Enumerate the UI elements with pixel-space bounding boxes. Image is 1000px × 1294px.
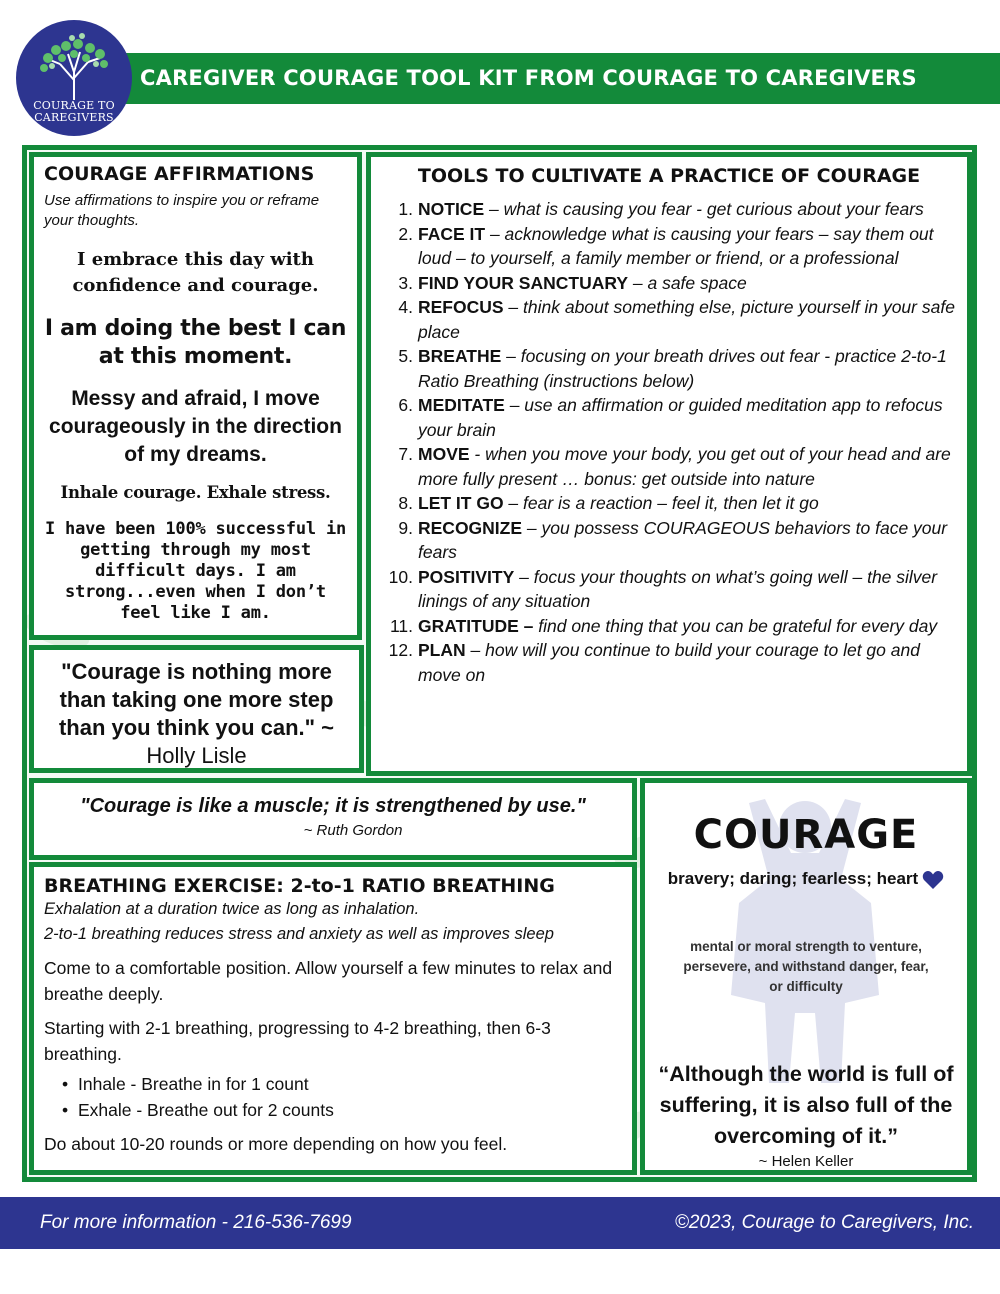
quote-text: "Courage is nothing more than taking one more step than you think you can." ~ bbox=[58, 659, 335, 740]
definition-meaning: mental or moral strength to venture, persevere, and withstand danger, fear, or difficulty bbox=[683, 939, 929, 994]
affirmation-item: Inhale courage. Exhale stress. bbox=[60, 483, 331, 502]
tool-item: 4. REFOCUS – think about something else, picture yourself in your safe place bbox=[398, 297, 955, 342]
footer bbox=[0, 1197, 1000, 1249]
quote-author: Holly Lisle bbox=[146, 743, 247, 768]
tool-item: 2. FACE IT – acknowledge what is causing your fears – say them out loud – to yourself, a family member or friend, or a professional bbox=[398, 223, 934, 268]
affirmations-subtitle: Use affirmations to inspire you or reframe your thoughts. bbox=[44, 192, 320, 229]
heart-icon bbox=[922, 870, 944, 890]
tool-item: 10. POSITIVITY – focus your thoughts on what’s going well – the silver linings of any situation bbox=[388, 566, 938, 611]
definition-synonyms: bravery; daring; fearless; heart bbox=[645, 867, 967, 891]
breathing-paragraph: Do about 10-20 rounds or more depending on how you feel. bbox=[44, 1134, 508, 1154]
affirmations-heading: COURAGE AFFIRMATIONS bbox=[44, 163, 315, 185]
tool-item: 6. MEDITATE – use an affirmation or guided meditation app to refocus your brain bbox=[398, 395, 943, 440]
bullet-item: • Inhale - Breathe in for 1 count bbox=[62, 1071, 622, 1097]
logo-text-line2: CAREGIVERS bbox=[34, 111, 114, 124]
breathing-paragraph: Starting with 2-1 breathing, progressing to 4-2 breathing, then 6-3 breathing. bbox=[44, 1018, 551, 1064]
tool-item: 3. FIND YOUR SANCTUARY – a safe space bbox=[398, 272, 747, 293]
breathing-italic-line: 2-to-1 breathing reduces stress and anxiety as well as improves sleep bbox=[44, 925, 554, 943]
tools-box bbox=[366, 152, 972, 776]
tool-item: 5. BREATHE – focusing on your breath drives out fear - practice 2-to-1 Ratio Breathing (instructions below) bbox=[398, 346, 947, 391]
quote-box-lisle bbox=[29, 645, 364, 773]
breathing-heading: BREATHING EXERCISE: 2-to-1 RATIO BREATHING bbox=[44, 875, 555, 897]
footer-copyright: ©2023, Courage to Caregivers, Inc. bbox=[674, 1212, 974, 1233]
breathing-bullets bbox=[62, 1071, 622, 1123]
logo-text-line1: COURAGE TO bbox=[33, 99, 115, 112]
footer-info: For more information - 216-536-7699 bbox=[40, 1212, 352, 1233]
breathing-italic-line: Exhalation at a duration twice as long as inhalation. bbox=[44, 900, 420, 918]
affirmation-item: I am doing the best I can at this moment. bbox=[44, 316, 347, 369]
quote-author: ~ Ruth Gordon bbox=[303, 822, 403, 839]
affirmation-item: Messy and afraid, I move courageously in the direction of my dreams. bbox=[49, 387, 342, 466]
tool-item: 8. LET IT GO – fear is a reaction – feel it, then let it go bbox=[398, 493, 819, 513]
courage-definition-box bbox=[640, 778, 972, 1175]
affirmation-item: I embrace this day with confidence and courage. bbox=[72, 249, 319, 296]
tool-item: 11. GRATITUDE – find one thing that you can be grateful for every day bbox=[389, 615, 938, 636]
bullet-item: • Exhale - Breathe out for 2 counts bbox=[62, 1097, 622, 1123]
quote-text: "Courage is like a muscle; it is strengthened by use." bbox=[80, 795, 586, 817]
affirmation-item: I have been 100% successful in getting through my most difficult days. I am strong...even when I don’t feel like I am. bbox=[44, 519, 347, 623]
quote-author: ~ Helen Keller bbox=[758, 1153, 854, 1170]
tools-list bbox=[381, 197, 957, 687]
tool-item: 1. NOTICE – what is causing you fear - get curious about your fears bbox=[398, 199, 924, 219]
quote-box-gordon bbox=[29, 778, 637, 860]
definition-word: COURAGE bbox=[693, 812, 919, 858]
tool-item: 12. PLAN – how will you continue to build your courage to let go and move on bbox=[388, 640, 920, 685]
page-title: CAREGIVER COURAGE TOOL KIT FROM COURAGE TO CAREGIVERS bbox=[120, 53, 1000, 104]
logo bbox=[16, 20, 132, 136]
breathing-paragraph: Come to a comfortable position. Allow yourself a few minutes to relax and breathe deeply. bbox=[44, 958, 613, 1004]
tool-item: 7. MOVE - when you move your body, you get out of your head and are more fully present … bonus: get outside into nature bbox=[398, 444, 951, 489]
quote-text: “Although the world is full of suffering, it is also full of the overcoming of it.” bbox=[658, 1062, 954, 1148]
tools-heading: TOOLS TO CULTIVATE A PRACTICE OF COURAGE bbox=[417, 165, 921, 187]
affirmations-box bbox=[29, 152, 362, 640]
breathing-box bbox=[29, 862, 637, 1175]
tool-item: 9. RECOGNIZE – you possess COURAGEOUS behaviors to face your fears bbox=[398, 517, 948, 562]
